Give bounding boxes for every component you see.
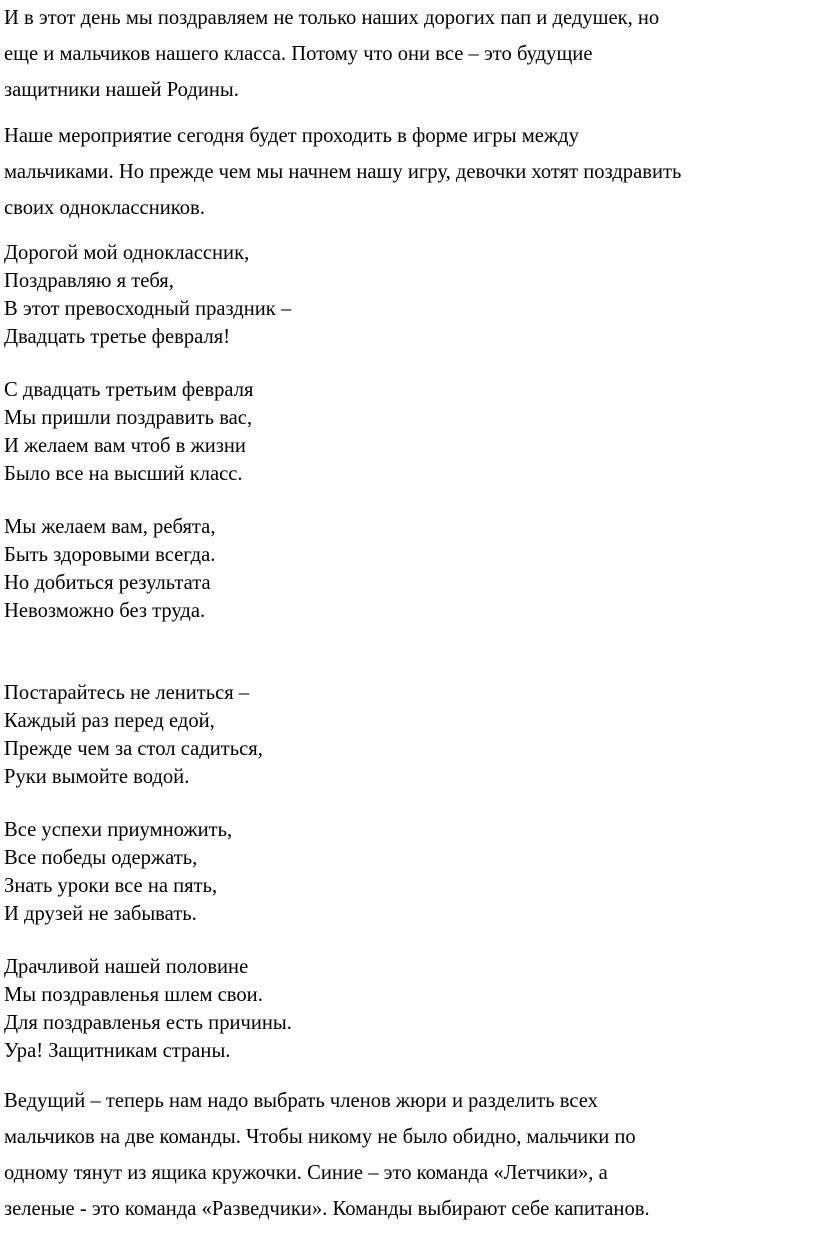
paragraph-line: еще и мальчиков нашего класса. Потому что они все – это будущие xyxy=(4,43,593,65)
poem-stanza-5 xyxy=(4,816,814,928)
poem-line: Невозможно без труда. xyxy=(4,600,206,622)
poem-line: Двадцать третье февраля! xyxy=(4,326,231,348)
poem-line: Каждый раз перед едой, xyxy=(4,710,215,732)
poem-line: Знать уроки все на пять, xyxy=(4,875,218,897)
poem-line: Мы поздравленья шлем свои. xyxy=(4,984,263,1006)
poem-stanza-4 xyxy=(4,679,814,791)
paragraph-line: зеленые - это команда «Разведчики». Команды выбирают себе капитанов. xyxy=(4,1198,650,1220)
paragraph-line: И в этот день мы поздравляем не только наших дорогих пап и дедушек, но xyxy=(4,7,660,29)
poem-line: Прежде чем за стол садиться, xyxy=(4,738,263,760)
poem-line: В этот превосходный праздник – xyxy=(4,298,292,320)
poem-line: И желаем вам чтоб в жизни xyxy=(4,435,246,457)
poem-line: Для поздравленья есть причины. xyxy=(4,1012,292,1034)
document-page xyxy=(4,0,814,1237)
poem-line: Поздравляю я тебя, xyxy=(4,270,174,292)
paragraph-line: мальчиков на две команды. Чтобы никому не было обидно, мальчики по xyxy=(4,1126,636,1148)
poem-line: Ура! Защитникам страны. xyxy=(4,1040,231,1062)
poem-line: Но добиться результата xyxy=(4,572,211,594)
poem-line: Мы желаем вам, ребята, xyxy=(4,516,216,538)
poem-line: Все успехи приумножить, xyxy=(4,819,233,841)
poem-stanza-6 xyxy=(4,953,814,1065)
poem-line: Мы пришли поздравить вас, xyxy=(4,407,253,429)
poem-stanza-2 xyxy=(4,376,814,488)
paragraph-line: Ведущий – теперь нам надо выбрать членов жюри и разделить всех xyxy=(4,1090,598,1112)
paragraph-line: одному тянут из ящика кружочки. Синие – это команда «Летчики», а xyxy=(4,1162,608,1184)
poem-line: Драчливой нашей половине xyxy=(4,956,249,978)
poem-line: И друзей не забывать. xyxy=(4,903,197,925)
poem-line: С двадцать третьим февраля xyxy=(4,379,254,401)
poem-stanza-3 xyxy=(4,513,814,625)
poem-line: Было все на высший класс. xyxy=(4,463,243,485)
paragraph-line: Наше мероприятие сегодня будет проходить в форме игры между xyxy=(4,125,579,147)
closing-paragraph xyxy=(4,1083,814,1227)
poem-line: Все победы одержать, xyxy=(4,847,198,869)
paragraph-line: мальчиками. Но прежде чем мы начнем нашу игру, девочки хотят поздравить xyxy=(4,161,682,183)
paragraph-line: своих одноклассников. xyxy=(4,197,205,219)
poem-line: Руки вымойте водой. xyxy=(4,766,190,788)
poem-stanza-1 xyxy=(4,239,814,351)
poem-line: Постарайтесь не лениться – xyxy=(4,682,250,704)
paragraph-line: защитники нашей Родины. xyxy=(4,79,239,101)
intro-paragraph-1 xyxy=(4,0,814,108)
poem-line: Быть здоровыми всегда. xyxy=(4,544,216,566)
poem-line: Дорогой мой одноклассник, xyxy=(4,242,250,264)
intro-paragraph-2 xyxy=(4,118,814,226)
